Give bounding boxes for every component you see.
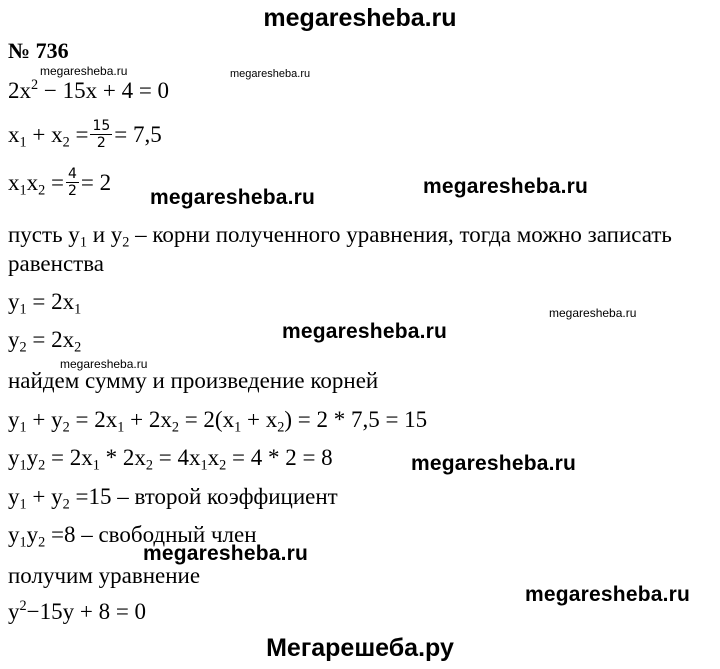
watermark: megaresheba.ru bbox=[150, 186, 316, 209]
watermark: megaresheba.ru bbox=[411, 452, 577, 475]
watermark-small: megaresheba.ru bbox=[230, 68, 311, 80]
equation-y1: $y_1 = 2x_1$ bbox=[8, 289, 82, 318]
watermark-small: megaresheba.ru bbox=[40, 64, 128, 78]
site-footer: Мегарешеба.ру bbox=[266, 634, 454, 662]
fraction-4-2: $\frac{4}{2}$ bbox=[67, 166, 77, 199]
watermark: megaresheba.ru bbox=[282, 320, 448, 343]
equation-product-roots: $y_1y_2 = 2x_1 * 2x_2 = 4x_1x_2 = 4 * 2 = 8$ bbox=[8, 445, 333, 474]
text-second-coefficient: $y_1 + y_2 =15$ – второй коэффициент bbox=[8, 484, 338, 513]
equation-final: $y^2-15y + 8 = 0$ bbox=[8, 598, 147, 624]
watermark: megaresheba.ru bbox=[525, 583, 691, 606]
equation-quadratic: $2x^2 - 15x + 4 = 0$ bbox=[8, 77, 170, 103]
text-free-term: $y_1y_2 =8$ – свободный член bbox=[8, 522, 257, 551]
problem-number: № 736 bbox=[8, 38, 69, 63]
watermark: megaresheba.ru bbox=[423, 175, 589, 198]
text-equalities: равенства bbox=[8, 251, 104, 276]
vieta-product: $x_1x_2$ = $\frac{4}{2}$ = 2 bbox=[8, 166, 112, 199]
equation-sum-roots: $y_1 + y_2 = 2x_1 + 2x_2 = 2(x_1 + x_2) = 2 * 7,5 = 15$ bbox=[8, 407, 428, 436]
watermark: megaresheba.ru bbox=[143, 542, 309, 565]
watermark-small: megaresheba.ru bbox=[60, 357, 148, 371]
text-get-equation: получим уравнение bbox=[8, 563, 201, 588]
text-find-sum-product: найдем сумму и произведение корней bbox=[8, 368, 379, 393]
watermark-small: megaresheba.ru bbox=[549, 306, 637, 320]
fraction-15-2: $\frac{15}{2}$ bbox=[92, 118, 111, 151]
site-header: megaresheba.ru bbox=[263, 4, 457, 32]
text-let-roots: пусть $y_1$ и $y_2$ – корни полученного уравнения, тогда можно записать bbox=[8, 222, 672, 251]
equation-y2: $y_2 = 2x_2$ bbox=[8, 327, 82, 356]
vieta-sum: $x_1 + x_2$ = $\frac{15}{2}$ = 7,5 bbox=[8, 118, 162, 151]
